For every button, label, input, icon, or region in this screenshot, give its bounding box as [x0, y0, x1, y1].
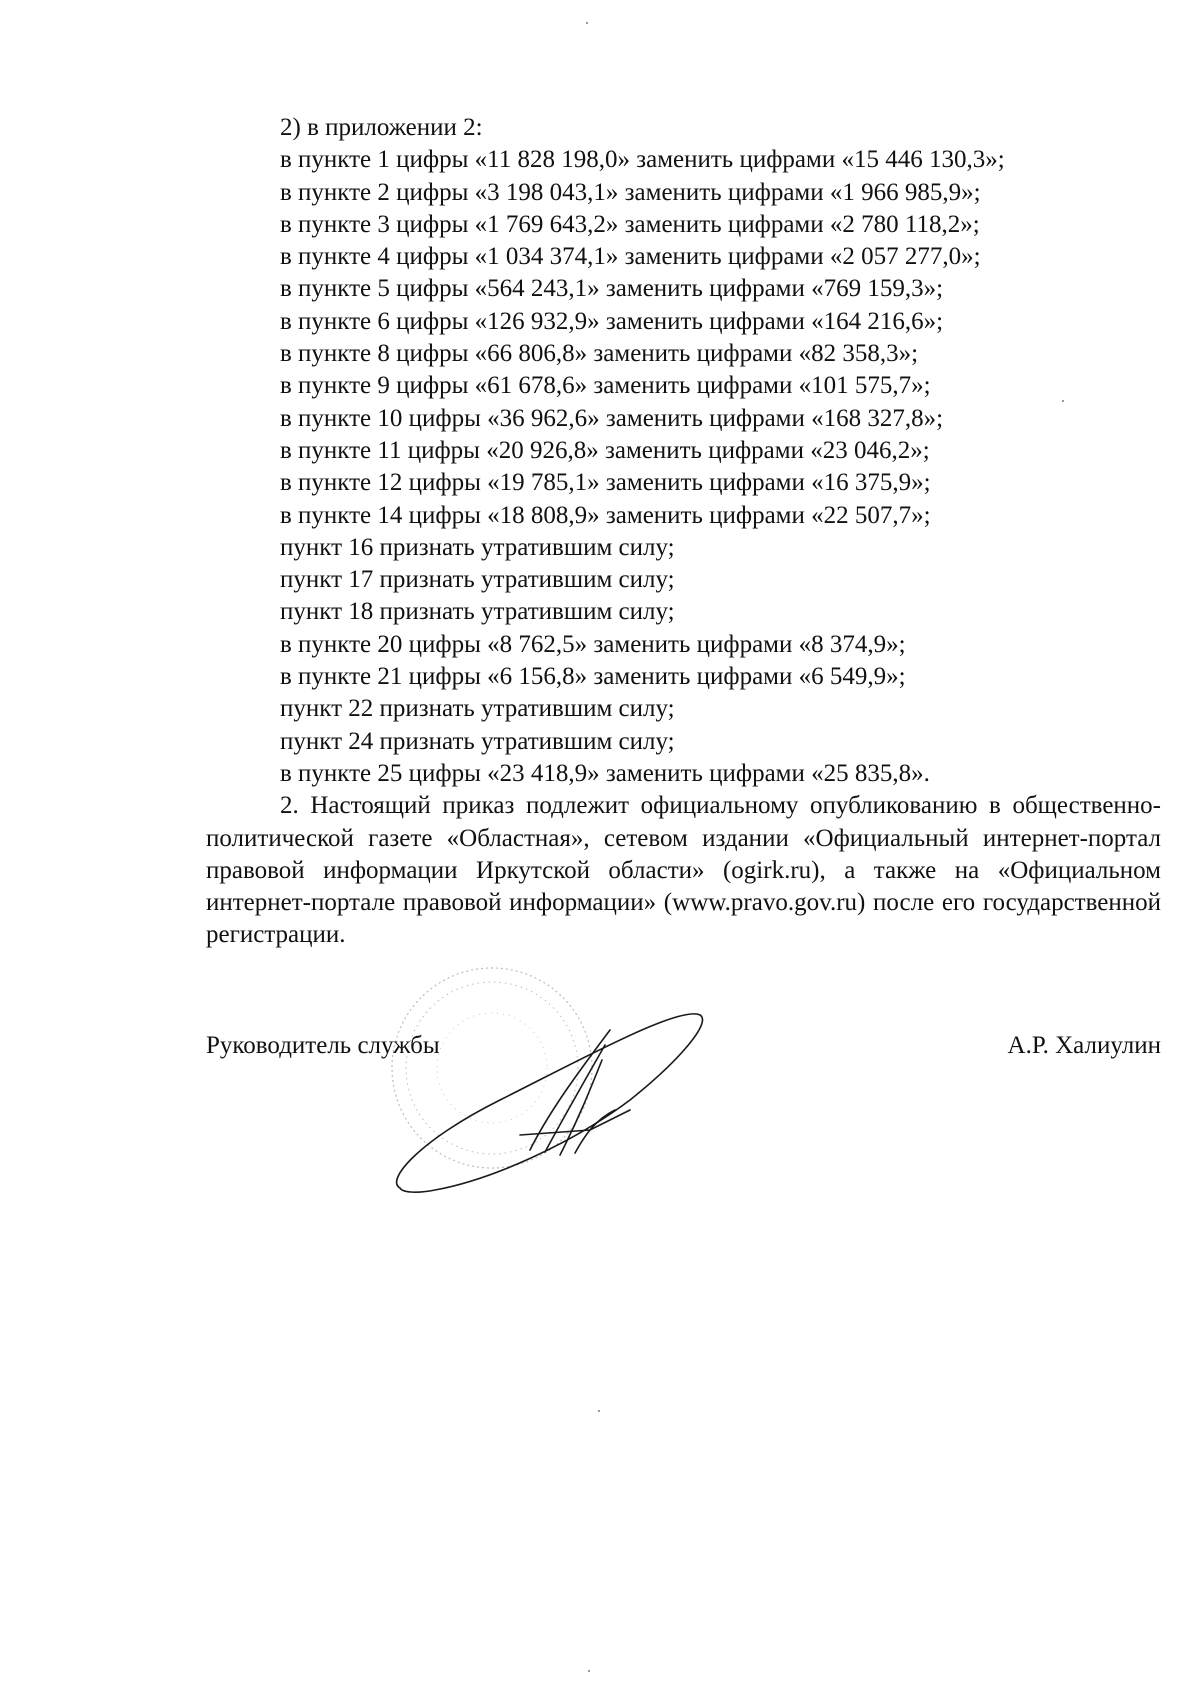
amendment-line: в пункте 6 цифры «126 932,9» заменить цифрами «164 216,6»;	[280, 307, 944, 335]
scan-speck	[598, 1410, 600, 1412]
stamp-and-signature	[380, 960, 780, 1205]
signatory-name: А.Р. Халиулин	[1007, 1032, 1161, 1059]
amendment-line: пункт 24 признать утратившим силу;	[280, 727, 675, 755]
amendment-line: в пункте 10 цифры «36 962,6» заменить цифрами «168 327,8»;	[280, 404, 944, 432]
handwritten-signature	[397, 1014, 703, 1192]
amendment-line: пункт 22 признать утратившим силу;	[280, 695, 675, 723]
amendment-line: в пункте 20 цифры «8 762,5» заменить цифрами «8 374,9»;	[280, 630, 906, 658]
amendment-line: в пункте 3 цифры «1 769 643,2» заменить цифрами «2 780 118,2»;	[280, 210, 980, 238]
amendment-line: в пункте 9 цифры «61 678,6» заменить цифрами «101 575,7»;	[280, 372, 931, 400]
amendment-line: в пункте 12 цифры «19 785,1» заменить цифрами «16 375,9»;	[280, 469, 931, 497]
amendment-line: пункт 16 признать утратившим силу;	[280, 533, 675, 561]
amendment-line: в пункте 14 цифры «18 808,9» заменить цифрами «22 507,7»;	[280, 501, 931, 529]
scan-speck	[588, 1670, 590, 1672]
section-header: 2) в приложении 2:	[280, 114, 483, 141]
amendment-line: в пункте 1 цифры «11 828 198,0» заменить цифрами «15 446 130,3»;	[280, 146, 1005, 174]
amendment-line: в пункте 25 цифры «23 418,9» заменить цифрами «25 835,8».	[280, 759, 930, 787]
amendment-line: пункт 18 признать утратившим силу;	[280, 598, 675, 626]
amendment-list	[206, 144, 1161, 790]
amendments-text	[206, 112, 1161, 952]
amendment-line: в пункте 11 цифры «20 926,8» заменить цифрами «23 046,2»;	[280, 436, 930, 464]
scan-speck	[1062, 400, 1064, 402]
publication-paragraph: 2. Настоящий приказ подлежит официальному опубликованию в общественно-политической газете «Областная», сетевом издании «Официальный интернет-портал правовой информации Иркутской области» (ogirk.ru), а также на «Официальном интернет-портале правовой информации» (www.pravo.gov.ru) после его государственной регистрации.	[206, 792, 1161, 949]
amendment-line: в пункте 8 цифры «66 806,8» заменить цифрами «82 358,3»;	[280, 340, 919, 368]
amendment-line: в пункте 4 цифры «1 034 374,1» заменить цифрами «2 057 277,0»;	[280, 243, 981, 271]
amendment-line: в пункте 2 цифры «3 198 043,1» заменить цифрами «1 966 985,9»;	[280, 178, 981, 206]
amendment-line: в пункте 21 цифры «6 156,8» заменить цифрами «6 549,9»;	[280, 663, 906, 691]
amendment-line: в пункте 5 цифры «564 243,1» заменить цифрами «769 159,3»;	[280, 275, 944, 303]
scan-speck	[586, 22, 588, 24]
signatory-title: Руководитель службы	[206, 1032, 440, 1059]
amendment-line: пункт 17 признать утратившим силу;	[280, 566, 675, 594]
